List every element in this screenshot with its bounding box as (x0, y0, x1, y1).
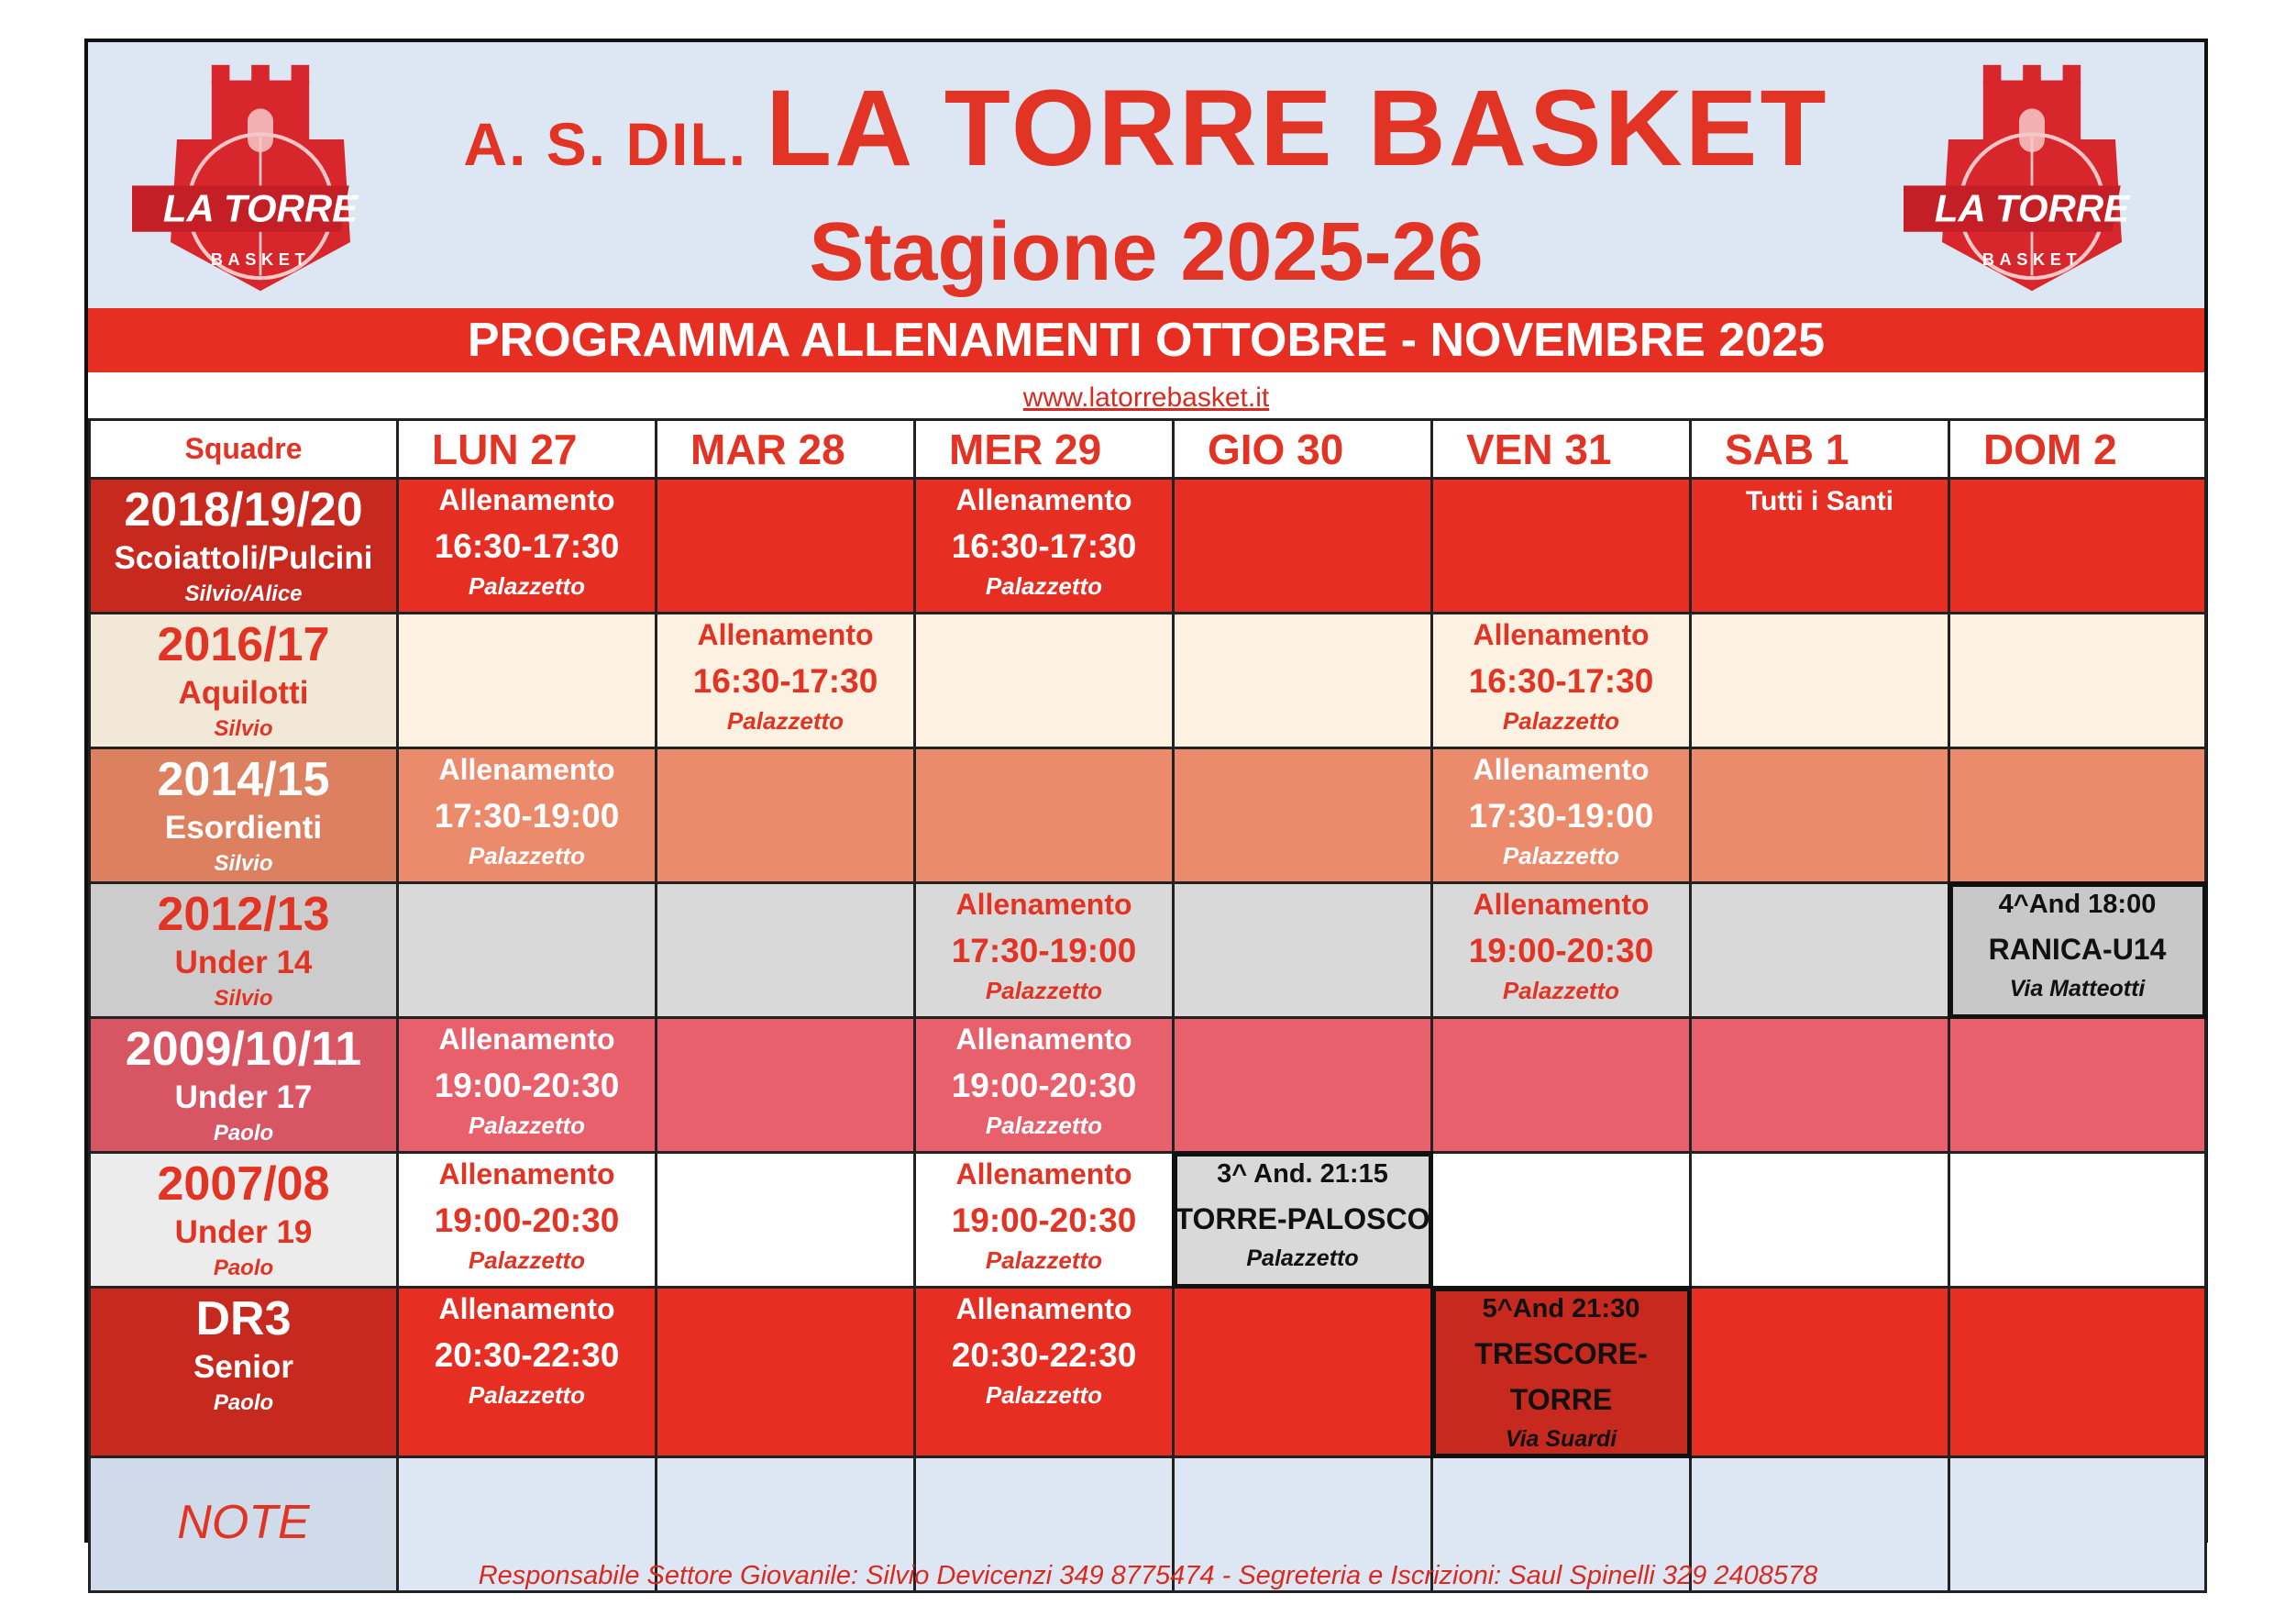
team-years: 2012/13 (157, 888, 330, 941)
match-teams: TRESCORE-TORRE (1474, 1337, 1648, 1416)
day-header-row (90, 420, 2206, 479)
session-venue: Palazzetto (468, 1112, 586, 1139)
session-title: Allenamento (1473, 618, 1650, 651)
match-teams: TORRE-PALOSCO (1175, 1202, 1430, 1235)
team-coach: Silvio/Alice (184, 581, 303, 606)
session-title: Allenamento (1473, 888, 1650, 921)
team-cell (90, 1018, 398, 1153)
schedule-cell (657, 479, 915, 614)
session-title: Allenamento (955, 1292, 1132, 1325)
schedule-cell (398, 883, 657, 1018)
schedule-cell (1949, 748, 2206, 883)
schedule-cell (915, 1018, 1174, 1153)
team-cell (90, 614, 398, 748)
session-venue: Palazzetto (1502, 707, 1620, 735)
session-title: Allenamento (955, 888, 1132, 921)
day-header-label: MER 29 (949, 425, 1102, 473)
day-header (1432, 420, 1691, 479)
schedule-cell (1432, 1153, 1691, 1288)
schedule-cell (1174, 748, 1432, 883)
session-time: 17:30-19:00 (951, 932, 1137, 969)
schedule-cell (398, 748, 657, 883)
session-venue: Palazzetto (468, 572, 586, 600)
team-cell (90, 748, 398, 883)
session-venue: Palazzetto (726, 707, 844, 735)
day-header (1174, 420, 1432, 479)
schedule-cell (1432, 748, 1691, 883)
team-name: Senior (193, 1349, 293, 1385)
club-title-main: LA TORRE BASKET (766, 68, 1829, 189)
session-time: 16:30-17:30 (692, 662, 878, 700)
session-title: Allenamento (438, 1292, 615, 1325)
session-time: 16:30-17:30 (951, 527, 1137, 565)
day-header (915, 420, 1174, 479)
schedule-cell (1691, 1018, 1949, 1153)
team-coach: Silvio (214, 716, 273, 741)
match-venue: Via Suardi (1505, 1426, 1617, 1452)
schedule-cell (657, 1018, 915, 1153)
schedule-cell (915, 479, 1174, 614)
match-cell (1174, 1153, 1432, 1288)
day-header-label: SAB 1 (1725, 425, 1849, 473)
match-venue: Via Matteotti (2009, 976, 2146, 1002)
team-years: 2014/15 (157, 753, 330, 806)
day-header (657, 420, 915, 479)
team-coach: Paolo (213, 1121, 274, 1146)
session-time: 20:30-22:30 (951, 1336, 1137, 1374)
match-cell (1949, 883, 2206, 1018)
match-venue: Palazzetto (1246, 1245, 1359, 1271)
team-coach: Silvio (214, 851, 273, 876)
session-time: 17:30-19:00 (434, 797, 620, 835)
schedule-sheet (84, 39, 2208, 1549)
session-venue: Palazzetto (985, 572, 1103, 600)
schedule-cell (1432, 883, 1691, 1018)
day-header-label: LUN 27 (432, 425, 578, 473)
team-name: Aquilotti (178, 675, 309, 711)
session-time: 20:30-22:30 (434, 1336, 620, 1374)
day-header (1691, 420, 1949, 479)
team-row (90, 748, 2206, 883)
team-cell (90, 479, 398, 614)
schedule-cell (1174, 479, 1432, 614)
schedule-cell (915, 1153, 1174, 1288)
schedule-cell (657, 1153, 915, 1288)
team-row (90, 883, 2206, 1018)
session-title: Allenamento (955, 483, 1132, 516)
contact-footer: Responsabile Settore Giovanile: Silvio Devicenzi 349 8775474 - Segreteria e Iscrizioni: Saul Spinelli 329 2408578 (478, 1561, 1818, 1590)
session-venue: Palazzetto (1502, 977, 1620, 1004)
header-band (88, 42, 2204, 308)
svg-text:LA TORRE: LA TORRE (1934, 186, 2130, 230)
teams-column-header: Squadre (90, 420, 398, 479)
schedule-table (88, 418, 2207, 1593)
schedule-cell (915, 883, 1174, 1018)
schedule-cell (657, 748, 915, 883)
note-label: NOTE (177, 1496, 310, 1549)
season-title: Stagione 2025-26 (809, 206, 1484, 298)
session-title: Allenamento (438, 753, 615, 786)
session-venue: Palazzetto (985, 1246, 1103, 1274)
schedule-cell (1949, 479, 2206, 614)
svg-text:LA TORRE: LA TORRE (162, 186, 359, 230)
schedule-cell (398, 479, 657, 614)
day-header (398, 420, 657, 479)
schedule-cell (398, 1288, 657, 1457)
session-venue: Palazzetto (1502, 842, 1620, 869)
session-title: Allenamento (955, 1157, 1132, 1190)
schedule-cell (1949, 1153, 2206, 1288)
team-coach: Silvio (214, 986, 273, 1011)
schedule-cell (1691, 614, 1949, 748)
schedule-cell (1432, 1018, 1691, 1153)
schedule-cell (1691, 1288, 1949, 1457)
schedule-cell (1174, 1018, 1432, 1153)
team-row (90, 614, 2206, 748)
session-time: 17:30-19:00 (1468, 797, 1654, 835)
schedule-cell (1691, 1153, 1949, 1288)
team-row (90, 1018, 2206, 1153)
session-venue: Palazzetto (468, 1381, 586, 1409)
match-round-time: 3^ And. 21:15 (1217, 1159, 1388, 1189)
day-header-label: VEN 31 (1466, 425, 1612, 473)
schedule-body (90, 479, 2206, 1592)
program-title-bar: PROGRAMMA ALLENAMENTI OTTOBRE - NOVEMBRE 2025 (88, 308, 2204, 372)
schedule-cell (1949, 614, 2206, 748)
team-name: Esordienti (164, 810, 323, 846)
team-cell (90, 1288, 398, 1457)
schedule-cell (915, 614, 1174, 748)
team-years: 2016/17 (157, 618, 330, 671)
club-title (88, 66, 2204, 191)
team-cell (90, 883, 398, 1018)
svg-text:BASKET: BASKET (210, 250, 311, 270)
schedule-cell (1432, 614, 1691, 748)
session-venue: Palazzetto (468, 1246, 586, 1274)
schedule-cell (657, 614, 915, 748)
session-time: 19:00-20:30 (434, 1067, 620, 1104)
session-time: 19:00-20:30 (951, 1067, 1137, 1104)
team-years: DR3 (195, 1292, 292, 1345)
holiday-label: Tutti i Santi (1745, 486, 1894, 516)
team-row (90, 1288, 2206, 1457)
team-coach: Paolo (213, 1390, 274, 1415)
team-name: Under 17 (174, 1079, 313, 1115)
schedule-cell (915, 748, 1174, 883)
match-teams: RANICA-U14 (1988, 933, 2167, 966)
schedule-cell (1949, 1018, 2206, 1153)
team-row (90, 479, 2206, 614)
team-coach: Paolo (213, 1256, 274, 1280)
session-venue: Palazzetto (985, 977, 1103, 1004)
website-row (88, 372, 2204, 418)
session-title: Allenamento (1473, 753, 1650, 786)
schedule-cell (657, 1288, 915, 1457)
team-years: 2007/08 (157, 1157, 330, 1211)
team-row (90, 1153, 2206, 1288)
session-venue: Palazzetto (985, 1381, 1103, 1409)
day-header-label: MAR 28 (690, 425, 845, 473)
schedule-cell (1949, 1288, 2206, 1457)
team-years: 2018/19/20 (124, 483, 363, 537)
schedule-cell (1691, 748, 1949, 883)
svg-text:BASKET: BASKET (1981, 250, 2082, 270)
schedule-cell (1432, 479, 1691, 614)
session-time: 16:30-17:30 (1468, 662, 1654, 700)
match-round-time: 4^And 18:00 (1998, 890, 2157, 919)
schedule-cell (1691, 479, 1949, 614)
match-round-time: 5^And 21:30 (1482, 1294, 1640, 1323)
day-header (1949, 420, 2206, 479)
session-time: 19:00-20:30 (434, 1201, 620, 1239)
session-time: 16:30-17:30 (434, 527, 620, 565)
schedule-cell (398, 1153, 657, 1288)
schedule-cell (1174, 614, 1432, 748)
schedule-cell (398, 1018, 657, 1153)
schedule-cell (398, 614, 657, 748)
match-cell (1432, 1288, 1691, 1457)
session-title: Allenamento (438, 483, 615, 516)
team-name: Under 19 (174, 1214, 313, 1250)
session-title: Allenamento (955, 1023, 1132, 1056)
schedule-cell (657, 883, 915, 1018)
session-title: Allenamento (438, 1157, 615, 1190)
session-venue: Palazzetto (985, 1112, 1103, 1139)
schedule-cell (1174, 883, 1432, 1018)
team-years: 2009/10/11 (125, 1023, 362, 1076)
club-title-prefix: A. S. DIL. (463, 110, 748, 178)
team-name: Under 14 (174, 945, 313, 980)
session-title: Allenamento (697, 618, 874, 651)
session-title: Allenamento (438, 1023, 615, 1056)
session-time: 19:00-20:30 (951, 1201, 1137, 1239)
schedule-cell (1691, 883, 1949, 1018)
day-header-label: DOM 2 (1983, 425, 2117, 473)
team-cell (90, 1153, 398, 1288)
team-name: Scoiattoli/Pulcini (114, 540, 373, 576)
session-venue: Palazzetto (468, 842, 586, 869)
website-link[interactable]: www.latorrebasket.it (1022, 382, 1270, 413)
session-time: 19:00-20:30 (1468, 932, 1654, 969)
schedule-cell (1174, 1288, 1432, 1457)
schedule-cell (915, 1288, 1174, 1457)
day-header-label: GIO 30 (1208, 425, 1344, 473)
